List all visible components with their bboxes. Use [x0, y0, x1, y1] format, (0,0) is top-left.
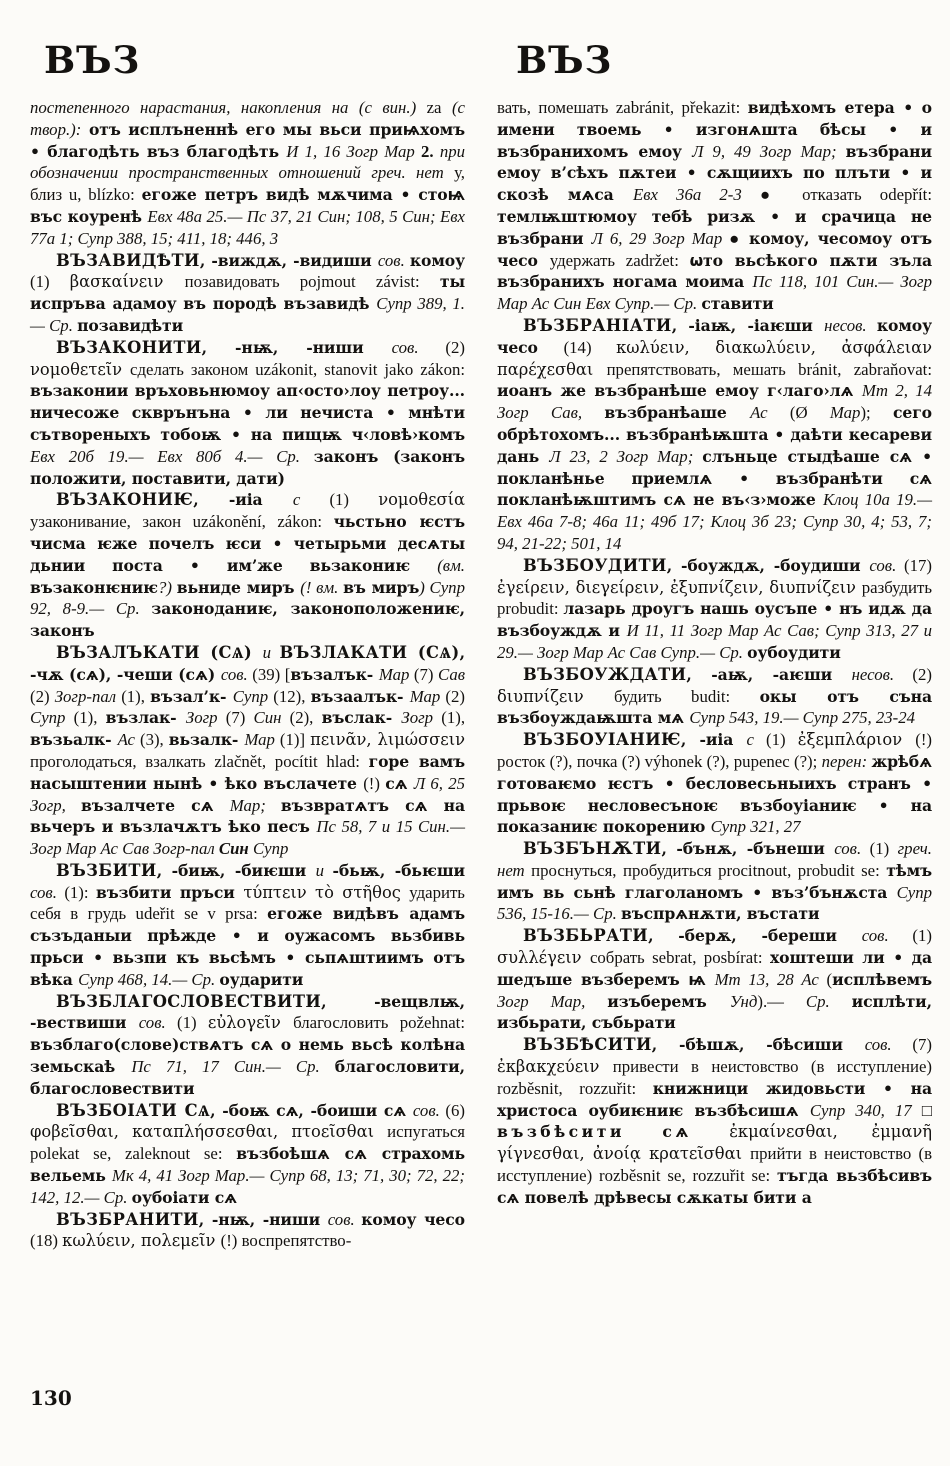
text-run-ocs: вьзалк- [168, 730, 245, 750]
text-run-rm: (1)] [279, 730, 311, 750]
text-run-rm: (2) [445, 686, 465, 706]
text-run-it: Мар; [229, 795, 281, 815]
text-run-rm: (1) [912, 926, 932, 946]
text-run-grk: τύπτειν τὸ στῆθος [243, 882, 410, 902]
text-run-ocs: възблаго(слове)ствѧтъ сѧ о немь вьсѣ колѣна земьскаѣ [30, 1035, 465, 1077]
text-run-it: Супр [232, 686, 274, 706]
entry-vuzbujanije [497, 729, 932, 838]
text-run-ocs: исплѣвемъ [832, 969, 932, 989]
text-run-ocs: тъгда вьзбѣсивъ сѧ повелѣ дрѣвесы сѫкаты бити а [497, 1166, 932, 1207]
text-run-ocs: възаконии връховьнюмоу ап‹осто›лоу петроу... ничесоже скврънъна • ли нечиста • мнѣти сътвореныхъ тобоѭ • на пищѭ ч‹ловѣ›комъ [30, 381, 465, 444]
text-run-ocs: възбранѣаше [604, 403, 751, 423]
page-number: 130 [30, 1386, 72, 1410]
text-run-ocs: възбити пръси [95, 882, 244, 902]
text-run-ocs: , -нѭ, -ниши [201, 337, 392, 357]
text-run-it: греч. нет [497, 839, 932, 880]
text-run-it: постепенного нарастания, накопления на (с вин.) [30, 98, 427, 117]
text-run-it: Л 6, 29 Зогр Мар [591, 228, 730, 248]
entry-vuzbuzhdati [497, 664, 932, 729]
text-run-ocs: , -берѫ, -береши [648, 926, 862, 946]
text-run-it: с [292, 490, 330, 510]
text-run-ocs: възаконѥниѥ [30, 577, 158, 597]
text-run-ocs: законъ (законъ положити, поставити, дати) [30, 446, 465, 488]
entry-vuzakonije [30, 489, 465, 642]
text-run-ocs: , -бѣшѫ, -бѣсиши [651, 1035, 865, 1055]
text-run-ocs: въспрѧнѫти, въстати [621, 904, 820, 924]
text-run-rm: (6) [445, 1100, 465, 1120]
text-run-ocs: изъберемъ [607, 991, 730, 1011]
text-run-ocs: иоанъ же възбранѣше емоу г‹лаго›лѧ [497, 381, 862, 401]
text-run-hw: ВЪЗБОІАТИ СѦ [56, 1100, 211, 1120]
text-run-rm: (1) [869, 839, 898, 859]
text-run-it: и [315, 860, 333, 880]
entry-vuzbuditi [497, 555, 932, 664]
text-run-rm: (2), [289, 708, 322, 728]
text-run-ocs: законоданиѥ, законоположениѥ, законъ [30, 599, 466, 641]
text-run-it: И 11, 11 Зогр Мар Ас Сав; Супр 313, 27 и 29.— Зогр Мар Ас Сав Супр.— Ср. [497, 621, 932, 662]
text-run-rm: (39) [ [252, 664, 291, 684]
entry-vuzbraniti-start [30, 1209, 465, 1253]
text-run-it: Л 23, 2 Зогр Мар; [549, 446, 703, 466]
text-run-bi: Син [218, 839, 253, 859]
text-run-hw: ВЪЗБОУЖДАТИ [523, 664, 687, 684]
text-run-it: сов. [30, 882, 65, 902]
text-run-rm: ); [860, 403, 893, 423]
text-run-rm: (1) [30, 272, 70, 292]
text-run-ocs: исплѣти, избьрати, събьрати [497, 991, 932, 1033]
text-run-it: Супр 321, 27 [710, 817, 801, 837]
text-run-it: сов. [377, 250, 410, 270]
text-run-ocs: комоу чесо [497, 315, 932, 357]
text-run-it: ) Супр 92, 8-9.— Ср. [30, 577, 465, 619]
text-run-hw: ВЪЗБИТИ [56, 860, 157, 880]
text-run-it: Супр 468, 14.— Ср. [78, 969, 220, 989]
text-run-rm: (1), [441, 708, 466, 728]
text-run-it: Супр 543, 19.— Супр 275, 23-24 [689, 708, 916, 728]
text-run-ocs: оубоудити [747, 642, 841, 662]
text-run-rm: (!) воспрепятство- [220, 1231, 352, 1251]
text-run-ocs: , -иіа [193, 490, 293, 510]
text-run-ocs: , -чѫ (сѧ), -чеши (сѧ) [30, 642, 465, 684]
text-run-hw: ВЪЗБЛАГОСЛОВЕСТВИТИ [56, 991, 322, 1011]
entry-vuzbrati [497, 925, 932, 1034]
text-run-ocs: , -виждѫ, -видиши [199, 250, 378, 270]
text-run-ocs: възал’к- [150, 686, 233, 706]
text-run-grk: νομοθεσία [378, 490, 465, 510]
text-run-rm: (18) [30, 1231, 63, 1251]
text-run-ocs: въ миръ [343, 577, 420, 597]
text-run-it: Зогр [401, 708, 442, 728]
text-run-rm: ударить себя в грудь udeřit se v prsa: [30, 882, 465, 924]
text-run-rm: (!) росток (?), почка (?) výhonek (?), pupenec (?); [497, 730, 932, 771]
text-run-it: Мт 2, 14 Зогр Сав, [497, 381, 933, 423]
text-run-rm: (7) [413, 664, 439, 684]
text-run-it: сов. [412, 1100, 446, 1120]
text-run-hw: ВЪЗЛАКАТИ (СѦ) [279, 642, 460, 662]
text-run-grk: κωλύειν, πολεμεῖν [62, 1231, 221, 1251]
text-run-it: Мар [829, 403, 861, 423]
text-run-rm: (2) [30, 686, 55, 706]
text-run-ocs: въслак- [321, 708, 402, 728]
text-run-ocs: оударити [219, 969, 304, 989]
text-run-rm: (7) [225, 708, 254, 728]
text-run-it: Зогр Мар, [497, 991, 608, 1011]
text-run-it: с [746, 730, 767, 750]
text-run-rm: (1) [766, 730, 798, 750]
text-run-it: сов. [864, 1035, 913, 1055]
text-run-it: сов. [138, 1013, 178, 1033]
text-run-ocs: , -аѭ, -аѥши [686, 664, 852, 684]
text-run-ocs: окы отъ съна възбоуждаѭшта мѧ [497, 686, 932, 728]
text-run-it: и [262, 642, 280, 662]
text-run-it: Супр 389, 1.— Ср. [30, 294, 465, 335]
text-run-it: Сав [438, 664, 465, 684]
text-run-ocs: хоштеши ли • да шедъше възберемъ ѩ [497, 948, 932, 989]
running-head-left: ВЪЗ [44, 38, 141, 82]
text-run-it: Зогр-пал [54, 686, 122, 706]
text-run-it: (! вм. [300, 577, 344, 597]
text-run-rm: сделать законом uzákonit, stanovit jako zákon: [130, 359, 466, 379]
entry-vuzbiti [30, 860, 465, 991]
text-run-grk: ἐκβακχεύειν [497, 1057, 613, 1077]
text-run-ocs: , -іаѭ, -іаѥши [671, 315, 825, 335]
text-run-it: сов. [391, 337, 446, 357]
text-run-it: Ср. [805, 991, 852, 1011]
text-run-ocs: комоу, чесомоу отъ чесо [497, 228, 932, 270]
entry-vuzbranjati [497, 315, 932, 555]
text-run-ocs: отъ исплъненнѣ его мы вьси приѩхомъ • благодѣть въз благодѣть [30, 119, 465, 161]
text-run-rm: (1): [64, 882, 96, 902]
text-run-ocssp: възбѣсити сѧ [497, 1122, 730, 1142]
text-run-ocs: възлак- [105, 708, 186, 728]
text-run-rm: (Ø [789, 403, 830, 423]
text-run-it: Мар [409, 686, 446, 706]
text-run-ocs: горе вамъ насыштении нынѣ • ѣко въслачете [30, 751, 465, 793]
text-run-it: Евх 36а 2-3 [632, 185, 760, 205]
text-column-right [497, 97, 932, 1209]
text-run-ocs: книжници жидовьсти • на христоса оубиѥниѥ възбѣсишѧ [497, 1078, 932, 1120]
text-run-rm: ).— [757, 991, 806, 1011]
text-run-grk: εὐλογεῖν [207, 1013, 294, 1033]
text-run-ocs: възаалък- [310, 686, 410, 706]
text-run-ocs: комоу [409, 250, 465, 270]
entry-vuz-continuation [30, 97, 465, 250]
text-run-ocs: видѣхомъ етера • о имени твоемь • изгонѧшта бѣсы • и възбранихомъ емоу [497, 98, 932, 161]
text-run-hw: ВЪЗБРАНІАТИ [523, 315, 672, 335]
text-run-ocs: благословити, благословествити [30, 1057, 465, 1098]
text-run-ocs: възьалк- [30, 730, 118, 750]
text-run-it: Пс 118, 101 Син.— Зогр Мар Ас Син Евх Супр.— Ср. [497, 272, 932, 314]
text-run-ocs: -бьѭ, -бьѥши [332, 860, 465, 880]
text-run-grk: βασκαίνειν [69, 272, 185, 292]
text-run-rm: (1), [121, 686, 151, 706]
text-run-ocs: тѣмъ имъ вь сьнѣ глаголаномъ • въз’бънѫста [497, 860, 933, 902]
text-run-hw: ВЪЗАВИДѢТИ [56, 250, 200, 270]
text-run-it: Син [253, 708, 290, 728]
text-run-ocs: оубоіати сѧ [131, 1187, 237, 1207]
text-run-rm: у, близ u, blízko: [30, 163, 465, 205]
text-run-ocs: възбоѣшѧ сѧ страхомь вельемь [30, 1144, 465, 1186]
text-run-ocs: възбрани емоу в’сѣхъ пѫтеи • сѫщиихъ по плъти • и скозѣ мѧса [497, 141, 932, 205]
entry-vuzalukati [30, 642, 465, 860]
text-run-ocs: сѧ [385, 773, 414, 793]
text-run-rm: (1) [177, 1013, 208, 1033]
text-run-rm: препятствовать, мешать bránit, zabraňovat: [606, 359, 932, 379]
text-run-grk: κωλύειν, διακωλύειν, ἀσφάλειαν παρέχεσθαι [497, 337, 932, 379]
entry-vuzakoniti [30, 337, 465, 490]
text-run-rm: будить budit: [613, 686, 760, 706]
text-run-rm: (!) [363, 773, 386, 793]
text-run-rm: (2) [912, 664, 932, 684]
text-run-it: сов. [327, 1209, 362, 1229]
text-run-it: Л 6, 25 Зогр, [30, 773, 465, 815]
text-run-rm: (7) [912, 1035, 932, 1055]
text-run-ocs: ты испръва адамоу въ породѣ възавидѣ [30, 272, 465, 314]
text-run-ocs: , -боуждѫ, -боудиши [666, 555, 870, 575]
text-run-ocs: позавидѣти [77, 315, 184, 335]
text-run-rm: благословить požehnat: [293, 1013, 466, 1033]
running-head-right: ВЪЗ [516, 38, 613, 82]
text-run-grk: ἐκμαίνεσθαι, ἐμμανῆ γίγνεσθαι, ἀνοίᾳ κρατεῖσθαι [497, 1122, 932, 1164]
text-run-ocs: слъньце стыдѣаше сѧ • покланѣнье приемлѧ • възбранѣти сѧ покланѣѭштимъ сѧ не въ‹з›може [497, 446, 932, 510]
text-run-it: сов. [834, 839, 870, 859]
text-run-rm: привести в неистовство (в исступление) rozběsnit, rozzuřit: [497, 1057, 932, 1098]
text-run-hw: ВЪЗАЛЪКАТИ (СѦ) [56, 642, 263, 662]
text-run-it: Супр 536, 15-16.— Ср. [497, 882, 932, 924]
text-run-ocs: чьстьно ѥстъ чисма ѥже почелъ ѥси • четырьми десѧты дьнии поста • им’же вьзакониѥ [30, 512, 465, 575]
text-run-ocs: темлѭштюмоу тебѣ ризѫ • и срачица не възбрани [497, 206, 932, 248]
text-run-rm: (2) [445, 337, 465, 357]
text-run-it: при обозначении пространственных отношений греч. нет [30, 141, 466, 183]
text-run-it: Зогр [185, 708, 226, 728]
text-run-hw: ВЪЗБЬРАТИ [523, 926, 649, 946]
text-run-grk: ἐγείρειν, διεγείρειν, ἐξυπνίζειν, διυπνίζειν [497, 577, 862, 597]
text-run-it: Мт 13, 28 Ас [714, 969, 827, 989]
text-run-ocs: , -биѭ, -биѥши [156, 860, 316, 880]
text-run-hw: ВЪЗАКОНИТИ [56, 337, 202, 357]
text-run-grk: συλλέγειν [497, 948, 590, 968]
text-column-left [30, 97, 465, 1252]
text-run-ocs: ставити [701, 294, 774, 314]
text-run-it: Л 9, 49 Зогр Мар; [692, 141, 846, 161]
text-run-it: (вм. [437, 555, 465, 575]
text-run-it: несов. [851, 664, 913, 684]
text-run-ocs: комоу чесо [361, 1209, 465, 1229]
text-run-it: Клоц 10а 19.— Евх 46а 7-8; 46а 11; 49б 17; Клоц 3б 23; Супр 30, 4; 53, 7; 94, 21-22; 501, 14 [497, 490, 932, 553]
text-run-it: Ас [117, 730, 140, 750]
text-run-ocs: егоже видѣвъ адамъ съзъданыи прѣжде • и оужасомъ вьзбивь прьси • вьзпи къ вьсѣмъ • сьпѧштиимъ отъ вѣка [30, 904, 465, 989]
text-run-b: 2. [421, 141, 440, 161]
text-run-hw: ВЪЗБЪНѪТИ [523, 839, 662, 859]
text-run-grk: διυπνίζειν [497, 686, 614, 706]
text-run-rm: испугаться polekat se, zaleknout se: [30, 1122, 465, 1164]
text-run-hw: ВЪЗБРАНИТИ [56, 1209, 199, 1229]
text-run-ocs: , -боѭ сѧ, -боиши сѧ [210, 1100, 413, 1120]
text-run-rm: (1), [73, 708, 106, 728]
entry-vuzbojati-se [30, 1100, 465, 1209]
text-run-rm: удержать zadržet: [549, 250, 690, 270]
text-run-it: Мар [378, 664, 414, 684]
text-run-rm: (12), [273, 686, 311, 706]
text-run-rm: ● [729, 228, 750, 248]
text-run-ocs: , -иіа [680, 730, 747, 750]
text-run-hw: ВЪЗБѢСИТИ [523, 1035, 652, 1055]
text-run-it: Пс 71, 17 Син.— Ср. [131, 1057, 335, 1077]
text-run-ocs: , -бънѫ, -бънеши [661, 839, 835, 859]
entry-vuzbraniti-continuation [497, 97, 932, 315]
text-run-grk: ἐξεμπλάριον [797, 730, 916, 750]
entry-vuzblagoslovestviti [30, 991, 465, 1100]
text-run-ocs: лазарь дроугъ нашь оусъпе • нъ идѫ да възбоуждѫ и [497, 599, 932, 641]
text-run-rm: проголодаться, взалкать zlačnět, pocítit hlad: [30, 751, 369, 771]
text-run-rm: □ [921, 1100, 932, 1120]
text-run-ocs: жрѣбѧ готоваѥмо ѥстъ • бесловесьныихъ странъ • прьвоѥ несловесъноѥ възбоуіаниѥ • на показаниѥ покорению [497, 751, 933, 837]
text-run-it: перен: [821, 751, 872, 771]
text-run-grk: φοβεῖσθαι, καταπλήσσεσθαι, πτοεῖσθαι [30, 1122, 388, 1142]
text-run-it: несов. [824, 315, 877, 335]
text-run-ocs: ѡто вьсѣкого пѫти зъла възбранихъ ногама моима [497, 250, 932, 292]
text-run-it: Евх 20б 19.— Евх 80б 4.— Ср. [30, 446, 314, 466]
text-run-it: Супр [30, 708, 74, 728]
text-run-ocs: , -нѭ, -ниши [198, 1209, 328, 1229]
text-run-it: сов. [869, 555, 905, 575]
text-run-it: Унд [729, 991, 758, 1011]
entry-vuzavideti [30, 250, 465, 337]
text-run-it: Ас [750, 403, 790, 423]
text-run-it: Пс 58, 7 и 15 Син.— Зогр Мар Ас Сав Зогр-пал [30, 817, 465, 859]
entry-vuzbunoti [497, 838, 932, 925]
text-run-rm: ( [826, 969, 833, 989]
text-run-rm: (1) [329, 490, 379, 510]
text-run-it: Мар [244, 730, 280, 750]
text-run-it: Супр 340, 17 [809, 1100, 922, 1120]
text-run-grk: πεινᾶν, λιμώσσειν [310, 730, 466, 750]
text-run-rm: (3), [139, 730, 169, 750]
text-run-ocs: вьниде миръ [176, 577, 301, 597]
text-run-rm: позавидовать pojmout závist: [184, 272, 440, 292]
text-run-it: сов. [861, 926, 913, 946]
text-run-it: Евх 48а 25.— Пс 37, 21 Син; 108, 5 Син; Евх 77а 1; Супр 388, 15; 411, 18; 446, 3 [30, 206, 465, 248]
text-run-it: Мк 4, 41 Зогр Мар.— Супр 68, 13; 71, 30; 72, 22; 142, 12.— Ср. [30, 1166, 465, 1207]
text-run-rm: разбудить probudit: [497, 577, 932, 619]
text-run-it: сов. [220, 664, 253, 684]
text-run-rm: проснуться, пробудиться procitnout, probudit se: [531, 860, 887, 880]
text-run-it: ?) [157, 577, 177, 597]
text-run-hw: ВЪЗАКОНИѤ [56, 490, 194, 510]
text-run-hw: ВЪЗБОУІАНИѤ [523, 730, 681, 750]
text-run-rm: (17) [904, 555, 932, 575]
text-run-grk: νομοθετεῖν [30, 359, 131, 379]
text-run-rm: узаконивание, закон uzákonění, zákon: [30, 512, 334, 532]
text-run-ocs: сего обрѣтохомъ... възбранѣѭшта • даѣти кесареви дань [497, 403, 932, 466]
text-run-rm: прийти в неистовство (в исступление) rozběsnit se, rozzuřit se: [497, 1144, 932, 1186]
text-run-ocs: , -вещвлѭ, -вествиши [30, 991, 465, 1033]
text-run-it: (с твор.): [30, 98, 465, 139]
text-run-rm: za [426, 98, 442, 117]
text-run-rm: (14) [563, 337, 617, 357]
text-run-hw: ВЪЗБОУДИТИ [523, 555, 667, 575]
text-run-it: Супр [252, 839, 289, 859]
text-run-it: И 1, 16 Зогр Мар [286, 141, 422, 161]
text-run-ocs: егоже петръ видѣ мѫчима • стоѩ въс коуренѣ [30, 185, 465, 226]
entry-vuzbesiti [497, 1034, 932, 1208]
text-run-rm: вать, помешать zabránit, překazit: [497, 98, 748, 117]
text-run-ocs: възалък- [290, 664, 379, 684]
text-run-rm: ● отказать odepřít: [759, 185, 932, 205]
text-run-ocs: възвратѧтъ сѧ на вьчеръ и възлачѫтъ ѣко песъ [30, 795, 466, 837]
text-run-ocs: възалчете сѧ [80, 795, 230, 815]
text-run-rm: собрать sebrat, posbírat: [589, 948, 770, 968]
